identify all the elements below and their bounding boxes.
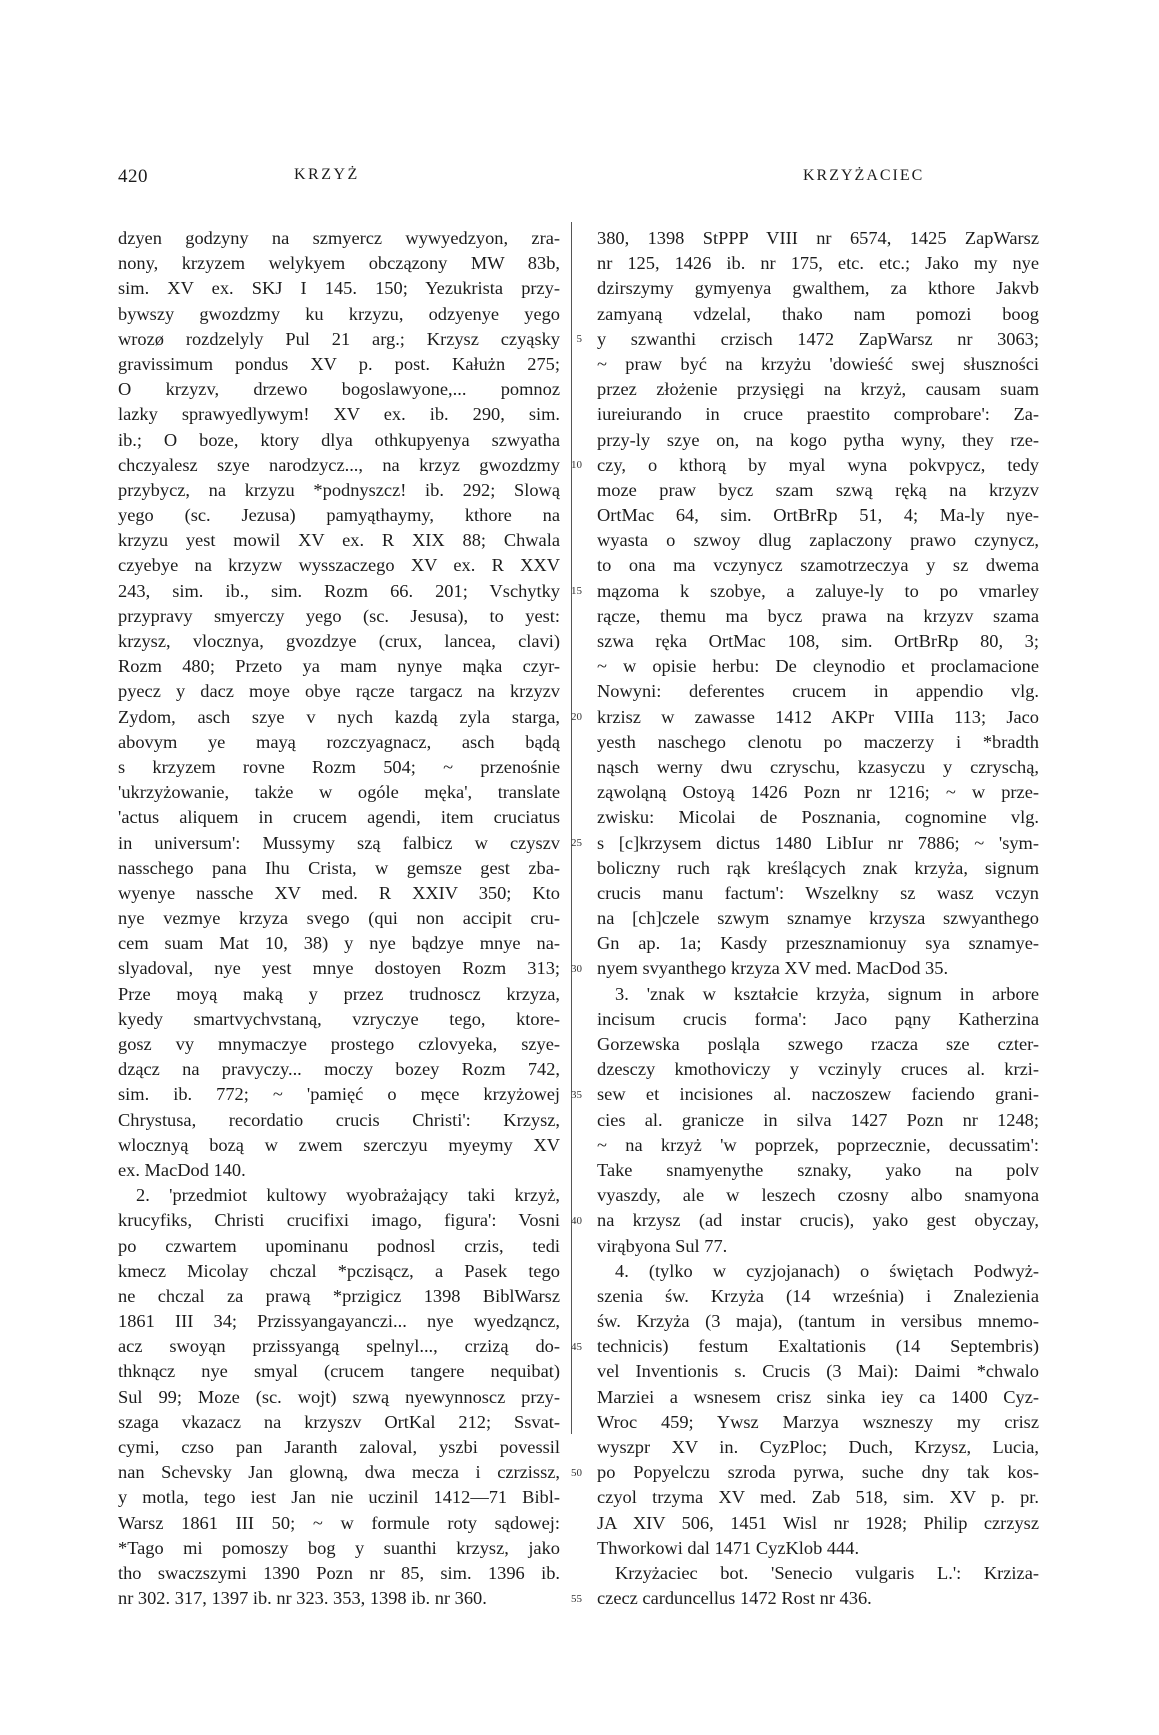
text-line: ząwoląną Ostoyą 1426 Pozn nr 1216; ~ w prze- (597, 782, 1039, 803)
text-line: mązoma k szobye, a zaluye-ly to po vmarley (597, 580, 1039, 601)
text-line: slyadoval, nye yest mnye dostoyen Rozm 313; (118, 958, 560, 979)
text-line: nąsch werny dwu czryschu, kzasyczu y czryschą, (597, 756, 1039, 777)
text-line: wrozø rozdzelyly Pul 21 arg.; Krzysz czyąsky (118, 328, 560, 349)
text-line: krucyfiks, Christi crucifixi imago, figura': Vosni (118, 1210, 560, 1231)
text-line: zamyaną vdzelal, thako nam pomozi boog (597, 303, 1039, 324)
text-line: po czwartem upominanu podnosl crzis, tedi (118, 1235, 560, 1256)
text-line: nan Schevsky Jan glowną, dwa mecza i czrzissz, (118, 1462, 560, 1483)
text-line: na [ch]czele szwym sznamye krzysza szwyanthego (597, 908, 1039, 929)
text-line: ~ w opisie herbu: De cleynodio et proclamacione (597, 656, 1039, 677)
text-line: 'ukrzyżowanie, także w ogóle męka', translate (118, 782, 560, 803)
text-line: Take snamyenythe sznaky, yako na polv (597, 1159, 1039, 1180)
text-line: cem suam Mat 10, 38) y nye bądzye mnye na- (118, 933, 560, 954)
text-line: Gorzewska posląla szwego rzacza sze czter- (597, 1034, 1039, 1054)
text-line: ~ na krzyż 'w poprzek, poprzecznie, decussatim': (597, 1134, 1039, 1155)
text-line: czy, o kthorą by myal wyna pokvpycz, tedy (597, 454, 1039, 475)
page-number: 420 (118, 166, 148, 187)
text-line: cies al. granicze in silva 1427 Pozn nr 1248; (597, 1109, 1039, 1130)
text-line: yesth naschego clenotu po maczerzy i *bradth (597, 731, 1039, 752)
text-line: incisum crucis forma': Jaco pąny Katherzina (597, 1008, 1039, 1029)
text-line: kyedy smartvychvstaną, vzryczye tego, ktore- (118, 1008, 560, 1029)
text-line: ib.; O boze, ktory dlya othkupyenya szwyatha (118, 429, 560, 450)
text-line: sew et incisiones al. naczoszew faciendo grani- (597, 1084, 1039, 1105)
text-line: kmecz Micolay chczal *pczisącz, a Pasek tego (118, 1260, 560, 1281)
text-line: dzirszymy gymyenya gwalthem, za kthore Jakvb (597, 278, 1039, 299)
text-line: gravissimum pondus XV p. post. Kałużn 275; (118, 353, 560, 374)
text-line: ~ praw być na krzyżu 'dowieść swej słuszności (597, 353, 1039, 374)
line-number: 30 (571, 962, 582, 975)
text-line: czyol trzyma XV med. Zab 518, sim. XV p. pr. (597, 1487, 1039, 1508)
line-number: 35 (571, 1088, 582, 1101)
text-line: Marziei a wsnesem crisz sinka iey ca 1400 Cyz- (597, 1386, 1039, 1407)
text-line: zwisku: Micolai de Posznania, cognomine vlg. (597, 807, 1039, 828)
text-line: szenia św. Krzyża (14 września) i Znalezienia (597, 1285, 1039, 1306)
running-head-left: KRZYŻ (294, 166, 360, 183)
right-column (597, 226, 1039, 1611)
text-line: 1861 III 34; Przissyangayanczi... nye wyedząncz, (118, 1311, 560, 1332)
text-line: technicis) festum Exaltationis (14 Septembris) (597, 1336, 1039, 1357)
text-line: wyenye nassche XV med. R XXIV 350; Kto (118, 882, 560, 903)
text-line: krzysz, vlocznya, gvozdzye (crux, lancea, clavi) (118, 631, 560, 651)
text-line: Zydom, asch szye v nych kazdą zyla starga, (118, 706, 560, 727)
text-line: vyaszdy, ale w leszech czosny albo snamyona (597, 1185, 1039, 1206)
left-column (118, 226, 560, 1611)
text-line: przez złożenie przysięgi na krzyż, causam suam (597, 379, 1039, 400)
text-line: na krzysz (ad instar crucis), yako gest obyczay, (597, 1210, 1039, 1231)
text-line: 'actus aliquem in crucem agendi, item cruciatus (118, 807, 560, 828)
text-line: yego (sc. Jezusa) pamyąthaymy, kthore na (118, 505, 560, 526)
text-line: OrtMac 64, sim. OrtBrRp 51, 4; Ma-ly nye- (597, 505, 1039, 526)
text-line: Krzyżaciec bot. 'Senecio vulgaris L.': Krzizа- (615, 1562, 1039, 1583)
text-line: sim. ib. 772; ~ 'pamięć o męce krzyżowej (118, 1084, 560, 1105)
text-line: lazky sprawyedlywym! XV ex. ib. 290, sim. (118, 404, 560, 425)
running-head-right: KRZYŻACIEC (803, 167, 925, 184)
line-number: 45 (571, 1340, 582, 1353)
text-line: Sul 99; Moze (sc. wojt) szwą nyewynnoscz przy- (118, 1386, 560, 1407)
page-header (0, 166, 1159, 190)
text-line: acz swoyąn przissyangą spelnyl..., crzizą do- (118, 1336, 560, 1357)
text-line: pyecz y dacz moye obye rącze targacz na krzyzv (118, 681, 560, 702)
text-line: Chrystusa, recordatio crucis Christi': Krzysz, (118, 1109, 560, 1130)
text-line: Thworkowi dal 1471 CyzKlob 444. (597, 1537, 860, 1558)
text-line: s [c]krzysem dictus 1480 LibIur nr 7886; ~ 'sym- (597, 832, 1039, 853)
text-line: szaga vkazacz na krzyszv OrtKal 212; Ssvat- (118, 1411, 560, 1432)
text-line: ne chczal za prawą *przigicz 1398 BiblWarsz (118, 1285, 560, 1306)
text-line: rącze, themu ma bycz prawa na krzyzv szama (597, 605, 1039, 626)
text-line: abovym ye mayą rozczyagnacz, asch bądą (118, 731, 560, 752)
text-line: 4. (tylko w cyzjojanach) o świętach Podwyż- (615, 1260, 1039, 1281)
text-line: boliczny ruch rąk kreślących znak krzyża, signum (597, 857, 1039, 878)
text-line: po Popyelczu szroda pyrwa, suche dny tak kos- (597, 1462, 1039, 1483)
text-line: cymi, czso pan Jaranth zaloval, yszbi povessil (118, 1437, 560, 1457)
text-line: przy-ly szye on, na kogo pytha wyny, they rze- (597, 429, 1039, 450)
line-number: 55 (571, 1592, 582, 1605)
text-line: wlocznyą bozą w zwem szerczyu myeymy XV (118, 1134, 560, 1155)
text-line: O krzyzv, drzewo bogoslawyone,... pomnoz (118, 379, 560, 400)
text-line: thknącz nye smyal (crucem tangere nequibat) (118, 1361, 560, 1382)
line-number: 10 (571, 458, 582, 471)
text-line: dzącz na pravyczy... moczy bozey Rozm 742, (118, 1059, 560, 1080)
text-line: przybycz, na krzyzu *podnyszcz! ib. 292; Slową (118, 479, 560, 500)
text-line: chczyalesz szye narodzycz..., na krzyz gwozdzmy (118, 454, 560, 475)
text-line: tho swaczszymi 1390 Pozn nr 85, sim. 1396 ib. (118, 1562, 560, 1583)
text-line: s krzyzem rovne Rozm 504; ~ przenośnie (118, 756, 560, 777)
text-line: ex. MacDod 140. (118, 1159, 246, 1180)
text-line: JA XIV 506, 1451 Wisl nr 1928; Philip czrzysz (597, 1512, 1039, 1533)
text-line: Rozm 480; Przeto ya mam nynye mąka czyr- (118, 656, 560, 677)
text-line: vel Inventionis s. Crucis (3 Mai): Daimi *chwalo (597, 1361, 1039, 1382)
text-line: moze praw bycz szam szwą ręką na krzyzv (597, 479, 1039, 500)
text-line: virąbyona Sul 77. (597, 1235, 728, 1256)
text-line: nyem svyanthego krzyza XV med. MacDod 35. (597, 958, 949, 979)
text-line: nony, krzyzem welykyem obczązony MW 83b, (118, 253, 560, 274)
text-line: in universum': Mussymy szą falbicz w czyszv (118, 832, 560, 853)
text-line: wyszpr XV in. CyzPloc; Duch, Krzysz, Lucia, (597, 1437, 1039, 1457)
line-number-gutter (560, 226, 582, 1626)
text-line: 243, sim. ib., sim. Rozm 66. 201; Vschytky (118, 580, 560, 601)
text-line: szwa ręka OrtMac 108, sim. OrtBrRp 80, 3; (597, 631, 1039, 651)
text-line: Wroc 459; Ywsz Marzya wszneszy my crisz (597, 1411, 1039, 1432)
text-line: dzyen godzyny na szmyercz wywyedzyon, zra- (118, 228, 560, 248)
text-line: bywszy gwozdzmy ku krzyzu, odzyenye yego (118, 303, 560, 324)
text-line: krzisz w zawasse 1412 AKPr VIIIa 113; Jaco (597, 706, 1039, 727)
text-line: Prze moyą maką y przez trudnoscz krzyza, (118, 983, 560, 1004)
text-line: y motla, tego iest Jan nie uczinil 1412—71 Bibl- (118, 1487, 560, 1508)
line-number: 15 (571, 584, 582, 597)
text-line: czecz carduncellus 1472 Rost nr 436. (597, 1588, 872, 1609)
text-line: 380, 1398 StPPP VIII nr 6574, 1425 ZapWarsz (597, 228, 1039, 248)
line-number: 5 (576, 332, 582, 345)
text-line: czyebye na krzyzw wysszaczego XV ex. R XXV (118, 555, 560, 576)
text-line: dzesczy kmothoviczy y vczinyly cruces al. krzi- (597, 1059, 1039, 1080)
text-line: gosz vy mnymaczye prostego czlovyeka, szye- (118, 1034, 560, 1054)
text-line: iureiurando in cruce praestito comprobare': Za- (597, 404, 1039, 425)
text-line: nr 125, 1426 ib. nr 175, etc. etc.; Jako my nye (597, 253, 1039, 274)
text-line: y szwanthi crzisch 1472 ZapWarsz nr 3063; (597, 328, 1039, 349)
line-number: 20 (571, 710, 582, 723)
line-number: 25 (571, 836, 582, 849)
text-line: Warsz 1861 III 50; ~ w formule roty sądowej: (118, 1512, 560, 1533)
text-line: sim. XV ex. SKJ I 145. 150; Yezukrista przy- (118, 278, 560, 299)
text-line: przypravy smyerczy yego (sc. Jesusa), to yest: (118, 605, 560, 626)
text-line: *Tago mi pomoszy bog y suanthi krzysz, jako (118, 1537, 560, 1558)
text-line: wyasta o szwoy dlug zaplaczony prawo czynycz, (597, 530, 1039, 551)
text-line: Nowyni: deferentes crucem in appendio vlg. (597, 681, 1039, 702)
text-line: Gn ap. 1a; Kasdy przesznamionuy sya sznamye- (597, 933, 1039, 954)
text-line: nr 302. 317, 1397 ib. nr 323. 353, 1398 ib. nr 360. (118, 1588, 487, 1609)
text-line: krzyzu yest mowil XV ex. R XIX 88; Chwala (118, 530, 560, 551)
text-line: św. Krzyża (3 maja), (tantum in versibus mnemo- (597, 1311, 1039, 1332)
line-number: 50 (571, 1466, 582, 1479)
text-line: 3. 'znak w kształcie krzyża, signum in arbore (615, 983, 1039, 1004)
line-number: 40 (571, 1214, 582, 1227)
text-line: 2. 'przedmiot kultowy wyobrażający taki krzyż, (136, 1185, 560, 1206)
text-line: nasschego pana Ihu Crista, w gemsze gest zba- (118, 857, 560, 878)
text-line: crucis manu factum': Wszelkny sz wasz vczyn (597, 882, 1039, 903)
text-line: to ona ma vczynycz szamotrzeczya y sz dwema (597, 555, 1039, 576)
text-line: nye vezmye krzyza svego (qui non accipit cru- (118, 908, 560, 929)
